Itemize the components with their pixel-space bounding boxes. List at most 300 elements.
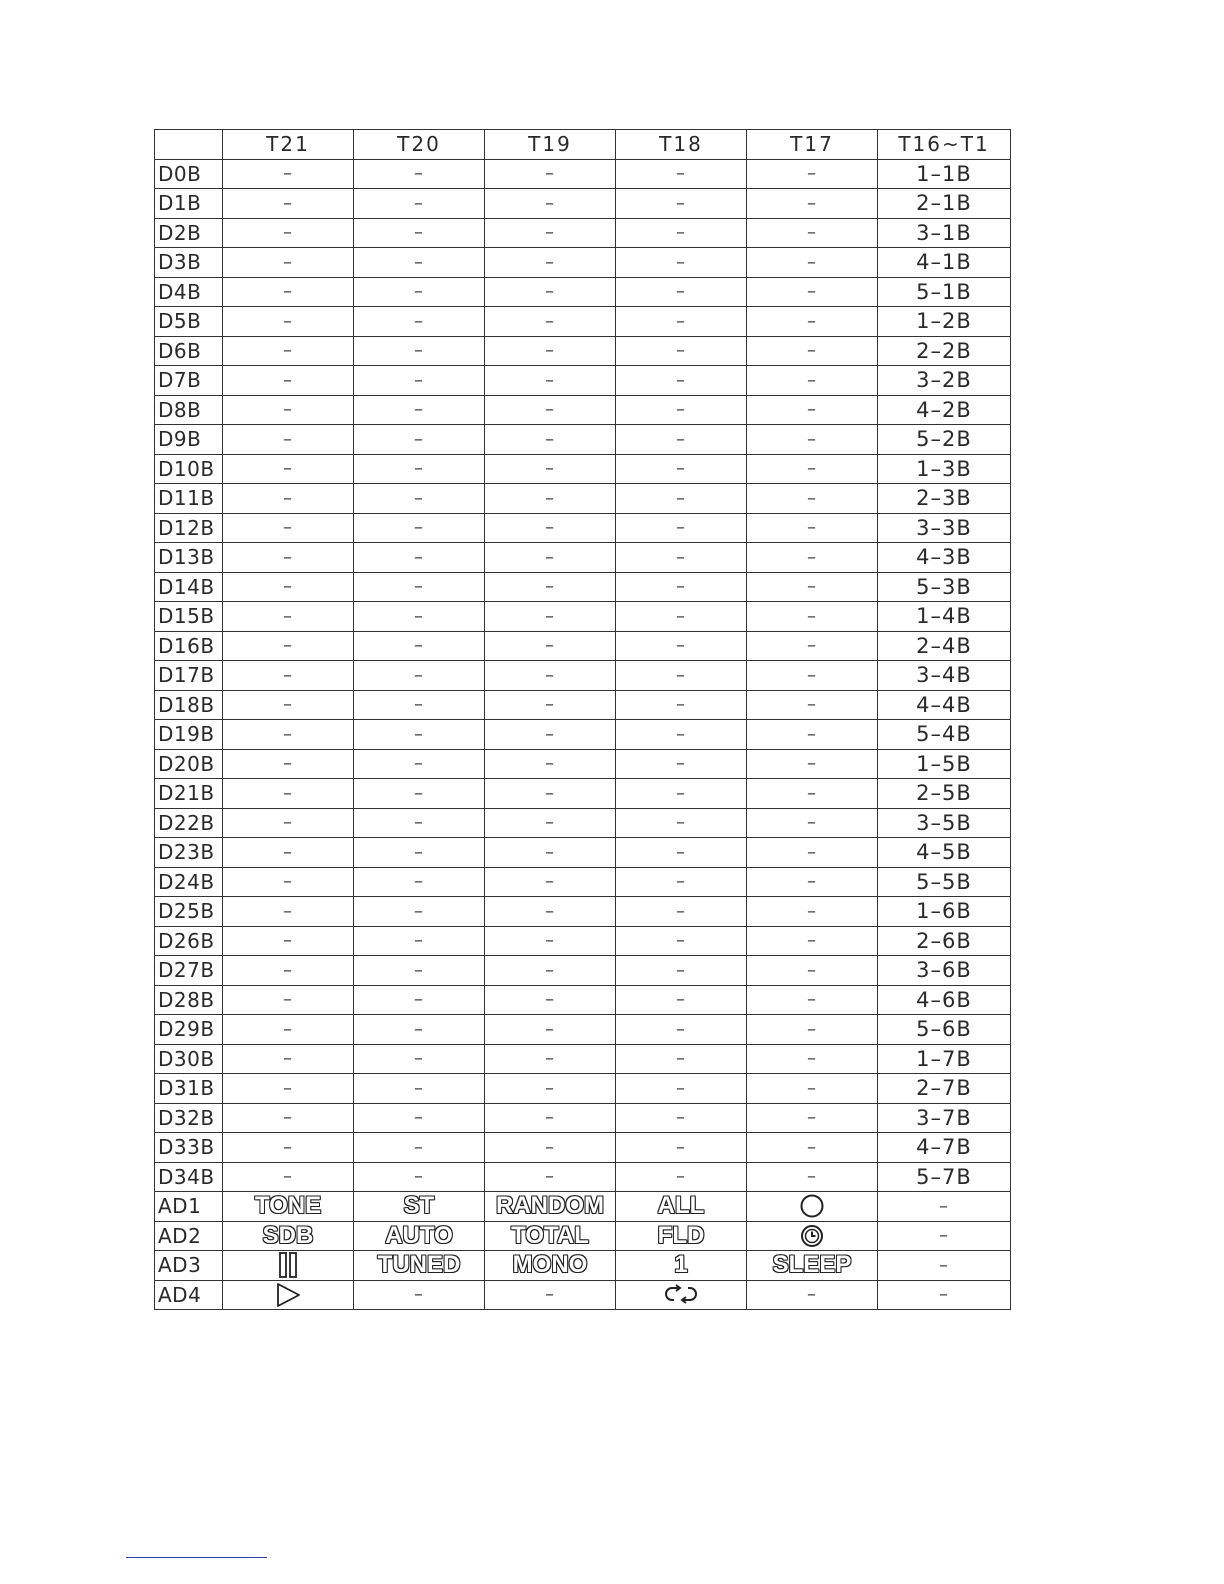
table-row — [155, 454, 1011, 484]
segment-code-cell: 1–7B — [878, 1044, 1011, 1074]
table-row — [155, 926, 1011, 956]
annunciator-segment: TUNED — [354, 1251, 485, 1281]
segment-code-cell: 3–3B — [878, 513, 1011, 543]
table-row — [155, 1044, 1011, 1074]
table-row — [155, 1133, 1011, 1163]
empty-cell: – — [616, 985, 747, 1015]
empty-cell: – — [616, 307, 747, 337]
annunciator-segment: RANDOM — [485, 1192, 616, 1222]
empty-cell: – — [616, 661, 747, 691]
empty-cell: – — [354, 1015, 485, 1045]
table-row — [155, 1221, 1011, 1251]
segment-code-cell: 3–7B — [878, 1103, 1011, 1133]
row-label: D9B — [155, 425, 223, 455]
empty-cell: – — [223, 159, 354, 189]
empty-cell: – — [485, 159, 616, 189]
empty-cell: – — [354, 572, 485, 602]
empty-cell: – — [223, 749, 354, 779]
empty-cell: – — [485, 720, 616, 750]
empty-cell: – — [747, 1044, 878, 1074]
empty-cell: – — [616, 218, 747, 248]
empty-cell: – — [747, 1280, 878, 1310]
row-label: D26B — [155, 926, 223, 956]
row-label: D14B — [155, 572, 223, 602]
segment-code-cell: 3–5B — [878, 808, 1011, 838]
segment-code-cell: 1–3B — [878, 454, 1011, 484]
empty-cell: – — [223, 808, 354, 838]
row-label: D7B — [155, 366, 223, 396]
empty-cell: – — [747, 985, 878, 1015]
row-label: D24B — [155, 867, 223, 897]
empty-cell: – — [616, 1015, 747, 1045]
segment-code-cell: 2–1B — [878, 189, 1011, 219]
empty-cell: – — [485, 602, 616, 632]
empty-cell: – — [747, 926, 878, 956]
empty-cell: – — [354, 956, 485, 986]
column-header: T21 — [223, 130, 354, 160]
empty-cell: – — [616, 749, 747, 779]
segment-code-cell: 1–2B — [878, 307, 1011, 337]
empty-cell: – — [354, 277, 485, 307]
empty-cell: – — [485, 1133, 616, 1163]
header-corner-cell — [155, 130, 223, 160]
empty-cell: – — [354, 454, 485, 484]
empty-cell: – — [223, 631, 354, 661]
empty-cell: – — [747, 1074, 878, 1104]
header-row — [155, 130, 1011, 160]
row-label: D15B — [155, 602, 223, 632]
empty-cell: – — [485, 661, 616, 691]
empty-cell: – — [354, 661, 485, 691]
empty-cell: – — [354, 425, 485, 455]
table-row — [155, 189, 1011, 219]
empty-cell: – — [878, 1192, 1011, 1222]
empty-cell: – — [223, 395, 354, 425]
annunciator-segment: 1 — [616, 1251, 747, 1281]
empty-cell: – — [354, 1133, 485, 1163]
empty-cell: – — [747, 956, 878, 986]
empty-cell: – — [747, 366, 878, 396]
empty-cell: – — [485, 985, 616, 1015]
empty-cell: – — [616, 513, 747, 543]
empty-cell: – — [616, 454, 747, 484]
table-row — [155, 690, 1011, 720]
empty-cell: – — [485, 1074, 616, 1104]
row-label: D12B — [155, 513, 223, 543]
empty-cell: – — [223, 248, 354, 278]
empty-cell: – — [223, 602, 354, 632]
empty-cell: – — [616, 543, 747, 573]
table-row — [155, 779, 1011, 809]
empty-cell: – — [485, 395, 616, 425]
empty-cell: – — [223, 1162, 354, 1192]
empty-cell: – — [354, 926, 485, 956]
table-row — [155, 1251, 1011, 1281]
empty-cell: – — [747, 690, 878, 720]
segment-code-cell: 4–4B — [878, 690, 1011, 720]
table-row — [155, 808, 1011, 838]
row-label: D18B — [155, 690, 223, 720]
empty-cell: – — [747, 218, 878, 248]
empty-cell: – — [354, 749, 485, 779]
empty-cell: – — [223, 690, 354, 720]
empty-cell: – — [354, 779, 485, 809]
empty-cell: – — [223, 484, 354, 514]
segment-code-cell: 2–5B — [878, 779, 1011, 809]
empty-cell: – — [485, 1280, 616, 1310]
empty-cell: – — [485, 926, 616, 956]
empty-cell: – — [747, 336, 878, 366]
play-icon — [223, 1282, 353, 1308]
empty-cell: – — [485, 572, 616, 602]
empty-cell: – — [354, 867, 485, 897]
empty-cell: – — [485, 690, 616, 720]
table-row — [155, 1074, 1011, 1104]
row-label: D3B — [155, 248, 223, 278]
empty-cell: – — [485, 248, 616, 278]
empty-cell: – — [878, 1280, 1011, 1310]
empty-cell: – — [747, 159, 878, 189]
empty-cell: – — [747, 248, 878, 278]
empty-cell: – — [747, 572, 878, 602]
empty-cell: – — [747, 1162, 878, 1192]
empty-cell: – — [747, 779, 878, 809]
empty-cell: – — [354, 484, 485, 514]
row-label: D28B — [155, 985, 223, 1015]
table-row — [155, 366, 1011, 396]
empty-cell: – — [354, 1280, 485, 1310]
table-row — [155, 218, 1011, 248]
table-row — [155, 543, 1011, 573]
empty-cell: – — [223, 336, 354, 366]
segment-code-cell: 3–1B — [878, 218, 1011, 248]
empty-cell: – — [616, 631, 747, 661]
empty-cell: – — [747, 897, 878, 927]
empty-cell: – — [616, 808, 747, 838]
table-row — [155, 1192, 1011, 1222]
empty-cell: – — [223, 366, 354, 396]
empty-cell: – — [747, 808, 878, 838]
empty-cell: – — [223, 1074, 354, 1104]
table-row — [155, 631, 1011, 661]
empty-cell: – — [485, 956, 616, 986]
empty-cell: – — [485, 454, 616, 484]
empty-cell: – — [354, 189, 485, 219]
empty-cell: – — [485, 307, 616, 337]
empty-cell: – — [485, 897, 616, 927]
empty-cell: – — [485, 1044, 616, 1074]
row-label: D13B — [155, 543, 223, 573]
empty-cell: – — [485, 484, 616, 514]
table-row — [155, 425, 1011, 455]
empty-cell: – — [747, 277, 878, 307]
empty-cell: – — [616, 1074, 747, 1104]
row-label: D10B — [155, 454, 223, 484]
row-label: D5B — [155, 307, 223, 337]
empty-cell: – — [223, 926, 354, 956]
empty-cell: – — [616, 277, 747, 307]
row-label: D1B — [155, 189, 223, 219]
empty-cell: – — [354, 631, 485, 661]
table-row — [155, 1280, 1011, 1310]
empty-cell: – — [747, 867, 878, 897]
empty-cell: – — [747, 513, 878, 543]
empty-cell: – — [747, 661, 878, 691]
table-row — [155, 956, 1011, 986]
circle-icon — [747, 1193, 877, 1219]
empty-cell: – — [223, 277, 354, 307]
empty-cell: – — [747, 395, 878, 425]
empty-cell: – — [223, 1133, 354, 1163]
empty-cell: – — [223, 189, 354, 219]
row-label: D17B — [155, 661, 223, 691]
annunciator-segment: FLD — [616, 1221, 747, 1251]
segment-code-cell: 2–3B — [878, 484, 1011, 514]
annunciator-icon-cell — [616, 1280, 747, 1310]
empty-cell: – — [354, 159, 485, 189]
empty-cell: – — [354, 690, 485, 720]
clock-icon — [747, 1223, 877, 1249]
empty-cell: – — [354, 513, 485, 543]
empty-cell: – — [485, 808, 616, 838]
row-label: D33B — [155, 1133, 223, 1163]
pause-icon — [223, 1251, 353, 1279]
empty-cell: – — [485, 425, 616, 455]
empty-cell: – — [747, 720, 878, 750]
empty-cell: – — [354, 218, 485, 248]
empty-cell: – — [485, 543, 616, 573]
table-row — [155, 661, 1011, 691]
empty-cell: – — [354, 1074, 485, 1104]
empty-cell: – — [485, 336, 616, 366]
empty-cell: – — [616, 159, 747, 189]
empty-cell: – — [354, 366, 485, 396]
empty-cell: – — [223, 543, 354, 573]
row-label: D30B — [155, 1044, 223, 1074]
segment-code-cell: 1–6B — [878, 897, 1011, 927]
empty-cell: – — [616, 897, 747, 927]
annunciator-segment: SDB — [223, 1221, 354, 1251]
table-row — [155, 277, 1011, 307]
empty-cell: – — [223, 1015, 354, 1045]
segment-code-cell: 1–5B — [878, 749, 1011, 779]
row-label: D21B — [155, 779, 223, 809]
row-label: D19B — [155, 720, 223, 750]
table-row — [155, 484, 1011, 514]
table-row — [155, 395, 1011, 425]
empty-cell: – — [223, 838, 354, 868]
row-label: D29B — [155, 1015, 223, 1045]
row-label: D11B — [155, 484, 223, 514]
empty-cell: – — [616, 1162, 747, 1192]
annunciator-icon-cell — [747, 1192, 878, 1222]
column-header: T16~T1 — [878, 130, 1011, 160]
empty-cell: – — [485, 838, 616, 868]
empty-cell: – — [223, 1103, 354, 1133]
empty-cell: – — [747, 749, 878, 779]
empty-cell: – — [747, 1015, 878, 1045]
empty-cell: – — [223, 985, 354, 1015]
segment-code-cell: 4–1B — [878, 248, 1011, 278]
table-row — [155, 1103, 1011, 1133]
row-label: D34B — [155, 1162, 223, 1192]
row-label: D32B — [155, 1103, 223, 1133]
empty-cell: – — [223, 661, 354, 691]
empty-cell: – — [223, 867, 354, 897]
empty-cell: – — [616, 926, 747, 956]
empty-cell: – — [223, 779, 354, 809]
empty-cell: – — [354, 1162, 485, 1192]
empty-cell: – — [616, 1103, 747, 1133]
empty-cell: – — [354, 1044, 485, 1074]
segment-code-cell: 2–7B — [878, 1074, 1011, 1104]
row-label: D23B — [155, 838, 223, 868]
annunciator-icon-cell — [223, 1251, 354, 1281]
empty-cell: – — [485, 1162, 616, 1192]
annunciator-segment: ALL — [616, 1192, 747, 1222]
empty-cell: – — [878, 1221, 1011, 1251]
table-row — [155, 838, 1011, 868]
empty-cell: – — [747, 454, 878, 484]
empty-cell: – — [485, 277, 616, 307]
segment-code-cell: 5–6B — [878, 1015, 1011, 1045]
row-label: D20B — [155, 749, 223, 779]
table-row — [155, 572, 1011, 602]
empty-cell: – — [616, 395, 747, 425]
column-header: T18 — [616, 130, 747, 160]
empty-cell: – — [354, 395, 485, 425]
empty-cell: – — [223, 425, 354, 455]
empty-cell: – — [747, 543, 878, 573]
footer-rule — [126, 1557, 267, 1558]
empty-cell: – — [616, 425, 747, 455]
empty-cell: – — [223, 218, 354, 248]
empty-cell: – — [878, 1251, 1011, 1281]
annunciator-segment: AUTO — [354, 1221, 485, 1251]
segment-code-cell: 2–6B — [878, 926, 1011, 956]
segment-code-cell: 3–2B — [878, 366, 1011, 396]
empty-cell: – — [223, 720, 354, 750]
annunciator-segment: TONE — [223, 1192, 354, 1222]
segment-code-cell: 5–2B — [878, 425, 1011, 455]
table-row — [155, 307, 1011, 337]
empty-cell: – — [485, 631, 616, 661]
empty-cell: – — [485, 749, 616, 779]
segment-code-cell: 4–6B — [878, 985, 1011, 1015]
segment-code-cell: 5–4B — [878, 720, 1011, 750]
segment-code-cell: 1–1B — [878, 159, 1011, 189]
annunciator-icon-cell — [747, 1221, 878, 1251]
empty-cell: – — [485, 189, 616, 219]
empty-cell: – — [354, 808, 485, 838]
empty-cell: – — [747, 602, 878, 632]
row-label: D25B — [155, 897, 223, 927]
segment-code-cell: 2–2B — [878, 336, 1011, 366]
column-header: T20 — [354, 130, 485, 160]
empty-cell: – — [747, 484, 878, 514]
empty-cell: – — [354, 336, 485, 366]
empty-cell: – — [747, 1133, 878, 1163]
empty-cell: – — [616, 690, 747, 720]
row-label: AD4 — [155, 1280, 223, 1310]
empty-cell: – — [485, 1015, 616, 1045]
empty-cell: – — [747, 1103, 878, 1133]
empty-cell: – — [354, 307, 485, 337]
table-row — [155, 513, 1011, 543]
segment-code-cell: 3–6B — [878, 956, 1011, 986]
segment-code-cell: 5–5B — [878, 867, 1011, 897]
empty-cell: – — [354, 838, 485, 868]
row-label: D27B — [155, 956, 223, 986]
empty-cell: – — [485, 779, 616, 809]
segment-code-cell: 3–4B — [878, 661, 1011, 691]
row-label: D4B — [155, 277, 223, 307]
table-row — [155, 336, 1011, 366]
segment-code-cell: 5–7B — [878, 1162, 1011, 1192]
table-row — [155, 1162, 1011, 1192]
segment-code-cell: 4–7B — [878, 1133, 1011, 1163]
segment-code-cell: 4–5B — [878, 838, 1011, 868]
empty-cell: – — [616, 572, 747, 602]
segment-code-cell: 4–3B — [878, 543, 1011, 573]
annunciator-segment: MONO — [485, 1251, 616, 1281]
empty-cell: – — [223, 956, 354, 986]
empty-cell: – — [223, 1044, 354, 1074]
annunciator-segment: TOTAL — [485, 1221, 616, 1251]
empty-cell: – — [616, 366, 747, 396]
annunciator-segment: ST — [354, 1192, 485, 1222]
empty-cell: – — [485, 867, 616, 897]
empty-cell: – — [747, 307, 878, 337]
segment-code-cell: 4–2B — [878, 395, 1011, 425]
table-row — [155, 602, 1011, 632]
repeat-icon — [616, 1282, 746, 1308]
empty-cell: – — [616, 1044, 747, 1074]
empty-cell: – — [223, 454, 354, 484]
empty-cell: – — [485, 366, 616, 396]
table-row — [155, 159, 1011, 189]
empty-cell: – — [354, 720, 485, 750]
row-label: AD2 — [155, 1221, 223, 1251]
empty-cell: – — [616, 602, 747, 632]
empty-cell: – — [223, 307, 354, 337]
row-label: D8B — [155, 395, 223, 425]
table-body — [155, 159, 1011, 1310]
empty-cell: – — [616, 956, 747, 986]
empty-cell: – — [354, 1103, 485, 1133]
row-label: D22B — [155, 808, 223, 838]
empty-cell: – — [616, 336, 747, 366]
empty-cell: – — [485, 513, 616, 543]
row-label: D31B — [155, 1074, 223, 1104]
row-label: D0B — [155, 159, 223, 189]
row-label: D2B — [155, 218, 223, 248]
annunciator-icon-cell — [223, 1280, 354, 1310]
empty-cell: – — [616, 1133, 747, 1163]
empty-cell: – — [354, 985, 485, 1015]
empty-cell: – — [354, 602, 485, 632]
row-label: AD3 — [155, 1251, 223, 1281]
table-row — [155, 985, 1011, 1015]
empty-cell: – — [616, 838, 747, 868]
empty-cell: – — [485, 1103, 616, 1133]
table-row — [155, 720, 1011, 750]
segment-code-cell: 5–1B — [878, 277, 1011, 307]
table-row — [155, 1015, 1011, 1045]
empty-cell: – — [616, 484, 747, 514]
empty-cell: – — [616, 720, 747, 750]
segment-assignment-table — [154, 129, 1011, 1310]
